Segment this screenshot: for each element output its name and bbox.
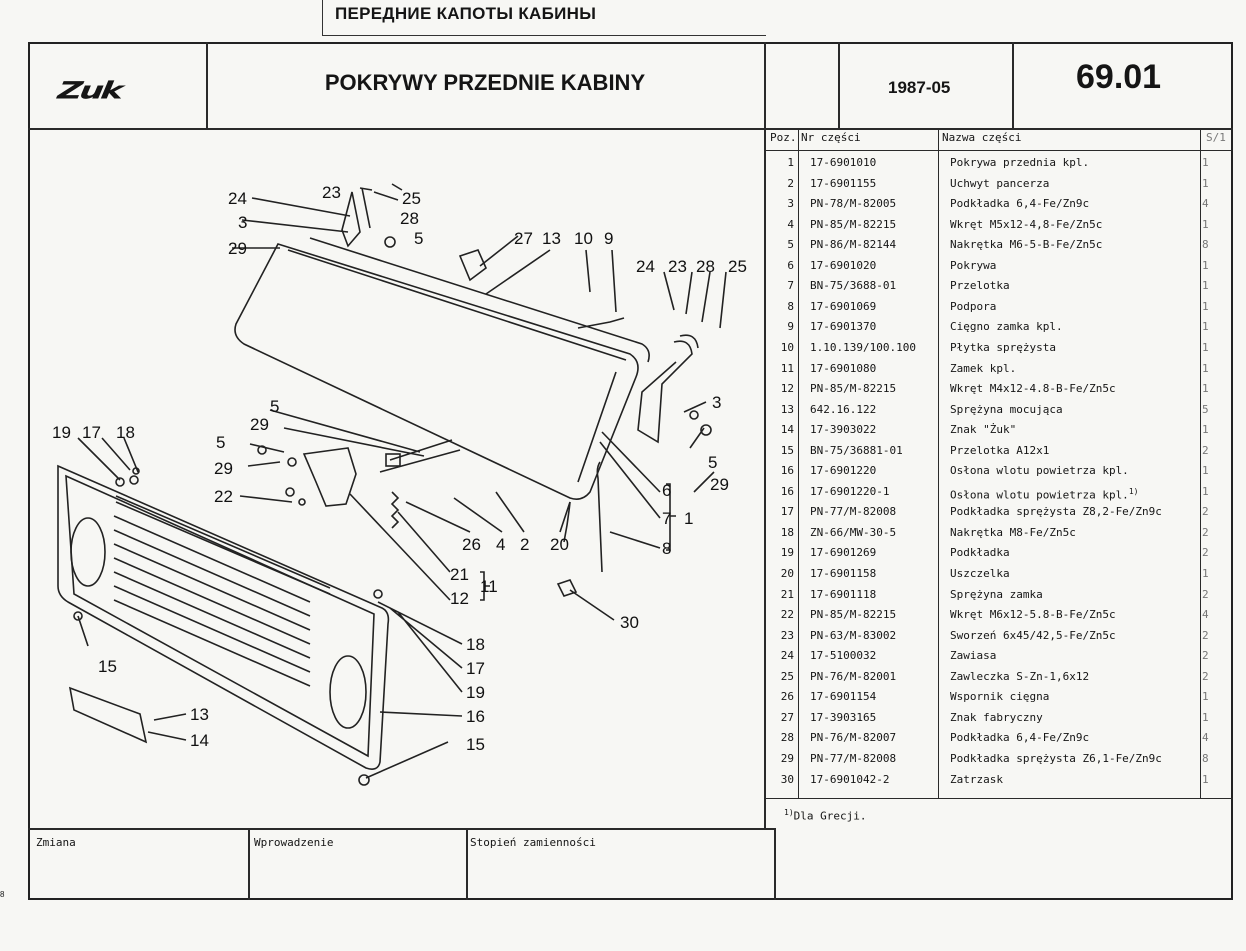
part-quantity: 1 (1202, 258, 1209, 272)
part-number: 17-6901154 (810, 690, 877, 704)
part-name: Płytka sprężysta (950, 340, 1056, 354)
part-position: 12 (780, 382, 794, 396)
part-number: PN-76/M-82007 (810, 731, 897, 745)
russian-title: ПЕРЕДНИЕ КАПОТЫ КАБИНЫ (322, 0, 766, 36)
part-quantity: 2 (1202, 443, 1209, 457)
part-number: 17-6901220 (810, 464, 877, 478)
table-row (766, 728, 1232, 748)
part-position: 10 (780, 340, 794, 354)
callout-number: 14 (190, 731, 209, 750)
latch-30 (558, 580, 576, 596)
table-row (766, 770, 1232, 790)
part-quantity: 5 (1202, 402, 1209, 416)
zuk-emblem (70, 688, 146, 742)
footer-wprowadzenie: Wprowadzenie (254, 836, 334, 849)
part-name: Cięgno zamka kpl. (950, 320, 1063, 334)
part-name: Zawiasa (950, 649, 997, 663)
table-row (766, 153, 1232, 173)
zuk-logo: Zuk (56, 77, 123, 105)
table-row (766, 379, 1232, 399)
callout-number: 27 (514, 229, 533, 248)
part-name: Znak fabryczny (950, 710, 1043, 724)
part-quantity: 8 (1202, 751, 1209, 765)
part-name: Osłona wlotu powietrza kpl.$^{1)}$ (950, 486, 1139, 502)
part-number: 17-6901069 (810, 299, 877, 313)
table-header-line (766, 150, 1233, 151)
part-quantity: 1 (1202, 710, 1209, 724)
callout-number: 9 (604, 229, 614, 248)
callout-number: 13 (542, 229, 561, 248)
callout-number: 25 (402, 189, 421, 208)
callout-number: 4 (496, 535, 506, 554)
callout-number: 29 (710, 475, 729, 494)
part-number: PN-85/M-82215 (810, 382, 897, 396)
part-quantity: 1 (1202, 279, 1209, 293)
part-number: PN-78/M-82005 (810, 197, 897, 211)
part-position: 9 (787, 320, 794, 334)
callout-number: 29 (228, 239, 247, 258)
header-cell-divider (838, 42, 840, 128)
part-number: PN-63/M-83002 (810, 628, 897, 642)
callout-number: 5 (414, 229, 424, 248)
part-name: Sworzeń 6x45/42,5-Fe/Zn5c (950, 628, 1116, 642)
callout-number: 6 (662, 481, 672, 500)
part-name: Podkładka (950, 546, 1010, 560)
callout-number: 15 (98, 657, 117, 676)
table-row (766, 441, 1232, 461)
part-position: 2 (787, 176, 794, 190)
part-quantity: 4 (1202, 197, 1209, 211)
part-quantity: 1 (1202, 156, 1209, 169)
part-number: 17-6901118 (810, 587, 877, 601)
part-number: BN-75/3688-01 (810, 279, 897, 293)
callout-number: 5 (216, 433, 226, 452)
part-name: Znak "Żuk" (950, 423, 1017, 437)
part-quantity: 2 (1202, 546, 1209, 560)
callout-number: 23 (322, 183, 341, 202)
part-number: 17-6901080 (810, 361, 877, 375)
part-position: 4 (787, 217, 794, 231)
part-quantity: 4 (1202, 731, 1209, 745)
callout-number: 28 (696, 257, 715, 276)
part-name: Przelotka (950, 279, 1010, 293)
part-number: PN-86/M-82144 (810, 238, 897, 252)
hinge-left (342, 188, 370, 246)
page-title: POKRYWY PRZEDNIE KABINY (324, 70, 646, 95)
diagram-callouts (52, 183, 747, 754)
part-position: 26 (780, 690, 794, 704)
callout-number: 3 (712, 393, 722, 412)
part-name: Nakrętka M6-5-B-Fe/Zn5c (950, 238, 1103, 252)
part-quantity: 4 (1202, 608, 1209, 622)
part-number: 17-6901155 (810, 176, 877, 190)
part-position: 22 (780, 608, 794, 622)
table-row (766, 564, 1232, 584)
part-position: 1 (787, 156, 794, 169)
part-name: Wkręt M5x12-4,8-Fe/Zn5c (950, 217, 1103, 231)
part-position: 5 (787, 238, 794, 252)
part-quantity: 8 (1202, 238, 1209, 252)
part-position: 20 (780, 567, 794, 580)
part-quantity: 1 (1202, 690, 1209, 704)
table-row (766, 523, 1232, 543)
part-name: Wkręt M6x12-5.8-B-Fe/Zn5c (950, 608, 1116, 622)
part-quantity: 1 (1202, 382, 1209, 396)
part-quantity: 1 (1202, 176, 1209, 190)
callout-number: 30 (620, 613, 639, 632)
table-row (766, 626, 1232, 646)
table-row (766, 543, 1232, 563)
callout-number: 29 (214, 459, 233, 478)
callout-number: 1 (684, 509, 694, 528)
callout-number: 25 (728, 257, 747, 276)
callout-number: 11 (480, 577, 498, 596)
footer-divider-2 (466, 828, 468, 900)
footer-divider-1 (248, 828, 250, 900)
callout-number: 5 (270, 397, 280, 416)
part-name: Wspornik cięgna (950, 690, 1050, 704)
part-position: 3 (787, 197, 794, 211)
part-position: 8 (787, 299, 794, 313)
part-position: 16 (780, 464, 794, 478)
callout-number: 17 (82, 423, 101, 442)
part-quantity: 1 (1202, 423, 1209, 437)
table-row (766, 502, 1232, 522)
part-number: 17-3903022 (810, 423, 877, 437)
part-position: 11 (780, 361, 794, 375)
callout-number: 16 (466, 707, 485, 726)
table-row (766, 297, 1232, 317)
callout-number: 22 (214, 487, 233, 506)
callout-number: 17 (466, 659, 485, 678)
callout-number: 26 (462, 535, 481, 554)
part-name: Zatrzask (950, 772, 1003, 786)
part-name: Nakrętka M8-Fe/Zn5c (950, 525, 1076, 539)
part-name: Zawleczka S-Zn-1,6x12 (950, 669, 1090, 683)
part-name: Sprężyna zamka (950, 587, 1043, 601)
callout-number: 5 (708, 453, 718, 472)
part-number: 642.16.122 (810, 402, 877, 416)
table-row (766, 687, 1232, 707)
table-row (766, 646, 1232, 666)
part-name: Pokrywa przednia kpl. (950, 156, 1090, 169)
part-position: 14 (780, 423, 794, 437)
part-quantity: 1 (1202, 217, 1209, 231)
callout-number: 13 (190, 705, 209, 724)
footer-line (28, 828, 774, 830)
footer-right-divider (774, 828, 776, 900)
part-number: PN-77/M-82008 (810, 751, 897, 765)
table-row (766, 708, 1232, 728)
part-number: 17-6901020 (810, 258, 877, 272)
part-name: Sprężyna mocująca (950, 402, 1063, 416)
part-position: 21 (780, 587, 794, 601)
part-number: 17-3903165 (810, 710, 877, 724)
prop-rod (597, 462, 602, 572)
part-quantity: 1 (1202, 567, 1209, 580)
part-quantity: 1 (1202, 484, 1209, 498)
part-name: Osłona wlotu powietrza kpl. (950, 464, 1129, 478)
table-row (766, 256, 1232, 276)
part-name: Podkładka 6,4-Fe/Zn9c (950, 197, 1090, 211)
part-name: Uchwyt pancerza (950, 176, 1050, 190)
part-position: 24 (780, 649, 794, 663)
part-quantity: 2 (1202, 525, 1209, 539)
part-position: 15 (780, 443, 794, 457)
part-position: 25 (780, 669, 794, 683)
table-row (766, 215, 1232, 235)
part-position: 27 (780, 710, 794, 724)
callout-number: 19 (52, 423, 71, 442)
part-name: Przelotka A12x1 (950, 443, 1050, 457)
part-number: 17-6901370 (810, 320, 877, 334)
part-position: 19 (780, 546, 794, 560)
footer-zmiana: Zmiana (36, 836, 76, 849)
part-number: PN-77/M-82008 (810, 505, 897, 519)
part-number: BN-75/36881-01 (810, 443, 903, 457)
part-name: Wkręt M4x12-4.8-B-Fe/Zn5c (950, 382, 1116, 396)
table-row (766, 174, 1232, 194)
header-qty: S/1 (1206, 131, 1226, 144)
callout-number: 12 (450, 589, 469, 608)
hinge-right (638, 341, 692, 442)
part-quantity: 2 (1202, 649, 1209, 663)
table-row (766, 461, 1232, 481)
callout-number: 20 (550, 535, 569, 554)
table-row (766, 276, 1232, 296)
exploded-view-diagram (30, 132, 764, 828)
part-position: 28 (780, 731, 794, 745)
part-quantity: 2 (1202, 628, 1209, 642)
callout-number: 10 (574, 229, 593, 248)
header-name: Nazwa części (942, 131, 1022, 144)
part-position: 23 (780, 628, 794, 642)
part-quantity: 2 (1202, 505, 1209, 519)
part-quantity: 1 (1202, 361, 1209, 375)
callout-number: 21 (450, 565, 469, 584)
part-number: 17-6901042-2 (810, 772, 890, 786)
callout-number: 15 (466, 735, 485, 754)
table-row (766, 194, 1232, 214)
callout-number: 2 (520, 535, 530, 554)
part-number: 17-6901158 (810, 567, 877, 580)
table-row (766, 400, 1232, 420)
footnote-mark: 1) (1128, 486, 1139, 496)
callout-number: 19 (466, 683, 485, 702)
part-name: Pokrywa (950, 258, 997, 272)
callout-number: 24 (228, 189, 247, 208)
sheet-number: 69.01 (1076, 58, 1162, 96)
part-position: 30 (780, 772, 794, 786)
callout-number: 3 (238, 213, 248, 232)
part-number: 17-6901269 (810, 546, 877, 560)
part-name: Podkładka sprężysta Z8,2-Fe/Zn9c (950, 505, 1162, 519)
callout-number: 24 (636, 257, 655, 276)
part-name: Zamek kpl. (950, 361, 1017, 375)
callout-number: 18 (116, 423, 135, 442)
table-row (766, 605, 1232, 625)
callout-number: 28 (400, 209, 419, 228)
table-row (766, 359, 1232, 379)
callout-number: 18 (466, 635, 485, 654)
callout-number: 8 (662, 539, 672, 558)
table-row (766, 420, 1232, 440)
table-row (766, 338, 1232, 358)
lock-assembly (304, 448, 356, 506)
part-quantity: 1 (1202, 464, 1209, 478)
callout-number: 7 (662, 509, 672, 528)
part-quantity: 2 (1202, 669, 1209, 683)
part-quantity: 1 (1202, 299, 1209, 313)
table-row (766, 317, 1232, 337)
table-row (766, 749, 1232, 769)
header-divider (28, 128, 1233, 130)
table-row (766, 585, 1232, 605)
part-quantity: 2 (1202, 587, 1209, 601)
part-number: PN-85/M-82215 (810, 608, 897, 622)
part-quantity: 1 (1202, 320, 1209, 334)
part-position: 29 (780, 751, 794, 765)
part-number: 17-6901010 (810, 156, 877, 169)
table-row (766, 667, 1232, 687)
part-quantity: 1 (1202, 772, 1209, 786)
part-number: 1.10.139/100.100 (810, 340, 916, 354)
part-number: PN-85/M-82215 (810, 217, 897, 231)
part-position: 17 (780, 505, 794, 519)
part-name: Podkładka sprężysta Z6,1-Fe/Zn9c (950, 751, 1162, 765)
part-name: Podpora (950, 299, 997, 313)
footer-stopien: Stopień zamienności (470, 836, 596, 849)
part-position: 16 (780, 484, 794, 498)
part-position: 6 (787, 258, 794, 272)
table-row (766, 235, 1232, 255)
part-number: ZN-66/MW-30-5 (810, 525, 897, 539)
part-number: 17-5100032 (810, 649, 877, 663)
table-bottom-line (766, 798, 1233, 799)
part-number: PN-76/M-82001 (810, 669, 897, 683)
part-name: Podkładka 6,4-Fe/Zn9c (950, 731, 1090, 745)
part-name: Uszczelka (950, 567, 1010, 580)
part-position: 7 (787, 279, 794, 293)
part-quantity: 1 (1202, 340, 1209, 354)
table-row (766, 482, 1232, 502)
callout-number: 23 (668, 257, 687, 276)
callout-number: 29 (250, 415, 269, 434)
part-position: 13 (780, 402, 794, 416)
page-mark: 8 (0, 890, 5, 899)
sheet-divider (1012, 42, 1014, 128)
issue-date: 1987-05 (888, 78, 951, 97)
header-nr: Nr części (801, 131, 861, 144)
header-poz: Poz. (770, 131, 797, 144)
part-number: 17-6901220-1 (810, 484, 890, 498)
part-position: 18 (780, 525, 794, 539)
footnote: $^{1)}$Dla Grecji. (784, 808, 867, 823)
